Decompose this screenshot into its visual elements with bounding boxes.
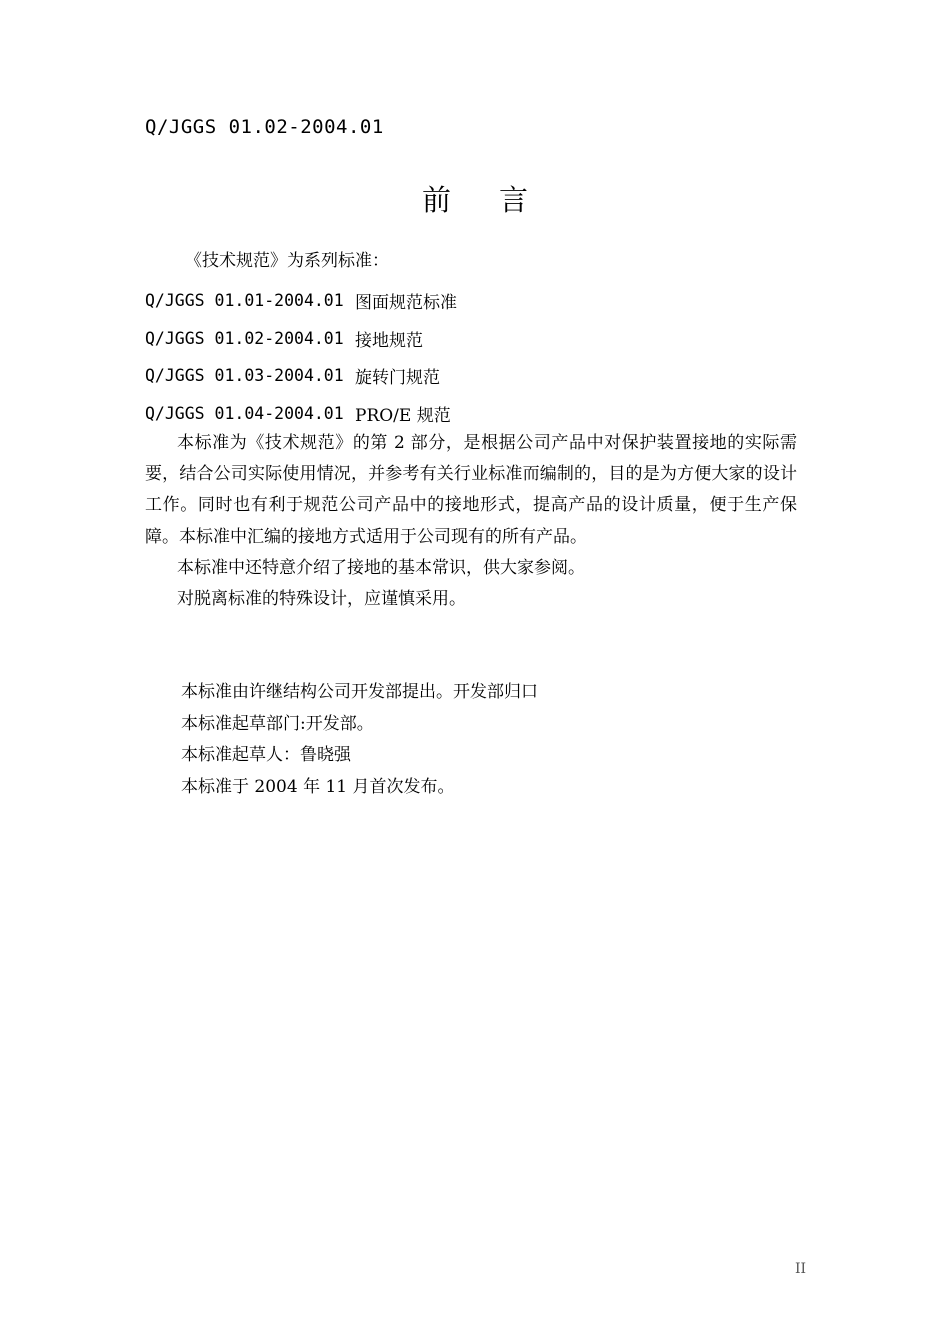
publication-info xyxy=(181,677,538,803)
standard-code: Q/JGGS 01.04-2004.01 xyxy=(145,403,344,423)
page-number: II xyxy=(794,1261,806,1277)
standard-name: 接地规范 xyxy=(355,330,423,351)
body-paragraph: 对脱离标准的特殊设计，应谨慎采用。 xyxy=(177,589,466,610)
standard-code: Q/JGGS 01.01-2004.01 xyxy=(145,291,344,311)
standards-list xyxy=(145,282,457,432)
info-line: 本标准起草人：鲁晓强 xyxy=(181,745,351,765)
standard-name: 旋转门规范 xyxy=(355,368,440,389)
standard-code: Q/JGGS 01.03-2004.01 xyxy=(145,366,344,386)
intro-line: 《技术规范》为系列标准： xyxy=(185,251,389,271)
standard-item xyxy=(145,395,457,433)
document-code-header: Q/JGGS 01.02-2004.01 xyxy=(145,116,384,138)
standard-item xyxy=(145,320,457,358)
standard-item xyxy=(145,357,457,395)
info-line: 本标准起草部门:开发部。 xyxy=(181,713,374,734)
page-title: 前言 xyxy=(421,183,576,217)
body-paragraph: 本标准为《技术规范》的第 2 部分，是根据公司产品中对保护装置接地的实际需要，结合公司实际使用情况，并参考有关行业标准而编制的，目的是为方便大家的设计工作。同时也有利于规范公司产品中的接地形式，提高产品的设计质量，便于生产保障。本标准中汇编的接地方式适用于公司现有的所有产品。 xyxy=(145,433,797,547)
body-text xyxy=(145,428,797,615)
standard-name: 图面规范标准 xyxy=(355,293,457,314)
standard-name: PRO/E 规范 xyxy=(355,405,451,426)
standard-item xyxy=(145,282,457,320)
info-line: 本标准由许继结构公司开发部提出。开发部归口 xyxy=(181,682,538,702)
standard-code: Q/JGGS 01.02-2004.01 xyxy=(145,328,344,348)
body-paragraph: 本标准中还特意介绍了接地的基本常识，供大家参阅。 xyxy=(177,557,585,578)
info-line: 本标准于 2004 年 11 月首次发布。 xyxy=(181,776,455,797)
